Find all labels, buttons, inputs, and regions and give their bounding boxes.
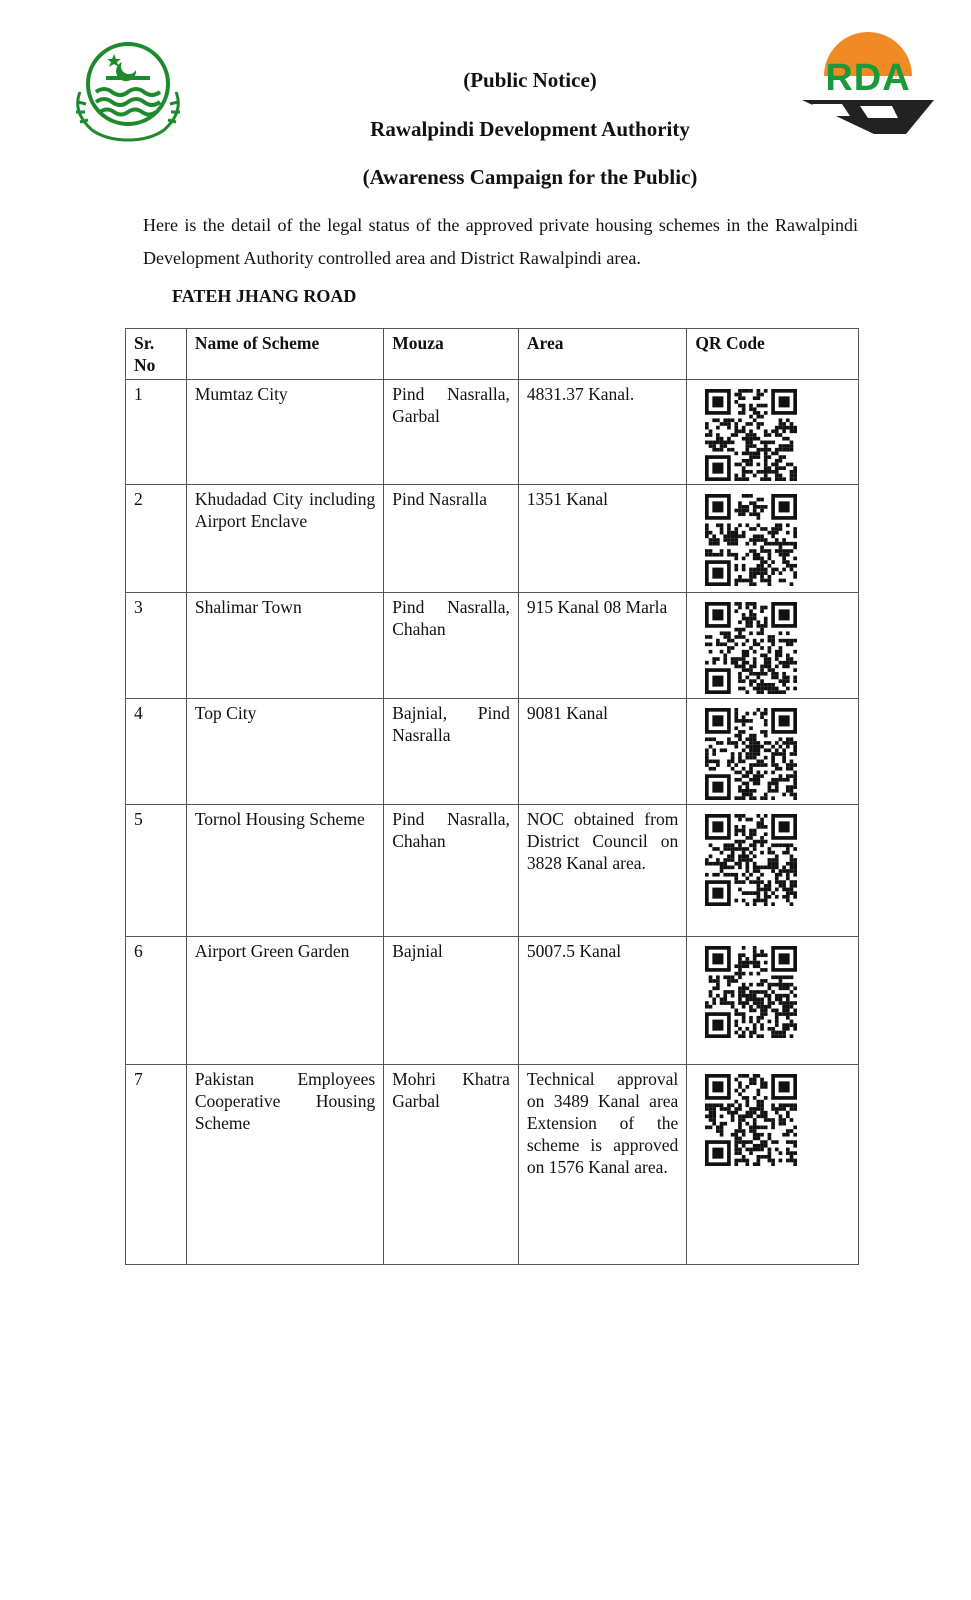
cell-name: Khudadad City including Airport Enclave — [186, 485, 383, 593]
qr-code-icon[interactable] — [705, 708, 797, 800]
cell-mouza: Pind Nasralla — [384, 485, 519, 593]
punjab-government-seal-icon — [66, 32, 190, 144]
cell-area: 915 Kanal 08 Marla — [518, 593, 686, 699]
table-row — [126, 699, 859, 805]
cell-sr: 2 — [126, 485, 187, 593]
cell-name: Tornol Housing Scheme — [186, 805, 383, 937]
cell-mouza: Pind Nasralla, Garbal — [384, 380, 519, 485]
authority-heading: Rawalpindi Development Authority — [370, 117, 690, 141]
table-header-row — [126, 329, 859, 380]
campaign-heading: (Awareness Campaign for the Public) — [362, 165, 698, 189]
cell-qr — [687, 593, 859, 699]
cell-mouza: Mohri Khatra Garbal — [384, 1065, 519, 1265]
section-title: FATEH JHANG ROAD — [172, 286, 357, 306]
table-row — [126, 805, 859, 937]
cell-qr — [687, 1065, 859, 1265]
header-qr: QR Code — [687, 329, 859, 380]
table-row — [126, 485, 859, 593]
cell-qr — [687, 805, 859, 937]
table-row — [126, 937, 859, 1065]
cell-area: NOC obtained from District Council on 3828 Kanal area. — [518, 805, 686, 937]
cell-sr: 7 — [126, 1065, 187, 1265]
cell-qr — [687, 380, 859, 485]
cell-mouza: Pind Nasralla, Chahan — [384, 593, 519, 699]
cell-name: Pakistan Employees Cooperative Housing Scheme — [186, 1065, 383, 1265]
cell-mouza: Pind Nasralla, Chahan — [384, 805, 519, 937]
notice-heading: (Public Notice) — [463, 68, 597, 92]
cell-mouza: Bajnial, Pind Nasralla — [384, 699, 519, 805]
header-sr: Sr. No — [126, 329, 187, 380]
table-row — [126, 1065, 859, 1265]
cell-area: 5007.5 Kanal — [518, 937, 686, 1065]
header-name: Name of Scheme — [186, 329, 383, 380]
cell-name: Shalimar Town — [186, 593, 383, 699]
qr-code-icon[interactable] — [705, 1074, 797, 1166]
cell-sr: 1 — [126, 380, 187, 485]
cell-qr — [687, 485, 859, 593]
header-mouza: Mouza — [384, 329, 519, 380]
qr-code-icon[interactable] — [705, 602, 797, 694]
cell-name: Top City — [186, 699, 383, 805]
cell-area: Technical approval on 3489 Kanal area Extension of the scheme is approved on 1576 Kanal area. — [518, 1065, 686, 1265]
cell-sr: 3 — [126, 593, 187, 699]
cell-qr — [687, 699, 859, 805]
cell-mouza: Bajnial — [384, 937, 519, 1065]
cell-sr: 5 — [126, 805, 187, 937]
cell-area: 9081 Kanal — [518, 699, 686, 805]
schemes-table — [125, 328, 859, 1265]
qr-code-icon[interactable] — [705, 494, 797, 586]
cell-name: Airport Green Garden — [186, 937, 383, 1065]
svg-text:RDA: RDA — [825, 57, 911, 99]
qr-code-icon[interactable] — [705, 814, 797, 906]
intro-paragraph: Here is the detail of the legal status of the approved private housing schemes in the Rawalpindi Development Authority controlled area and District Rawalpindi area. — [143, 215, 858, 268]
cell-area: 4831.37 Kanal. — [518, 380, 686, 485]
cell-qr — [687, 937, 859, 1065]
header-area: Area — [518, 329, 686, 380]
rda-logo-icon — [802, 26, 934, 138]
table-row — [126, 380, 859, 485]
cell-area: 1351 Kanal — [518, 485, 686, 593]
cell-sr: 6 — [126, 937, 187, 1065]
table-row — [126, 593, 859, 699]
cell-name: Mumtaz City — [186, 380, 383, 485]
qr-code-icon[interactable] — [705, 946, 797, 1038]
cell-sr: 4 — [126, 699, 187, 805]
qr-code-icon[interactable] — [705, 389, 797, 481]
